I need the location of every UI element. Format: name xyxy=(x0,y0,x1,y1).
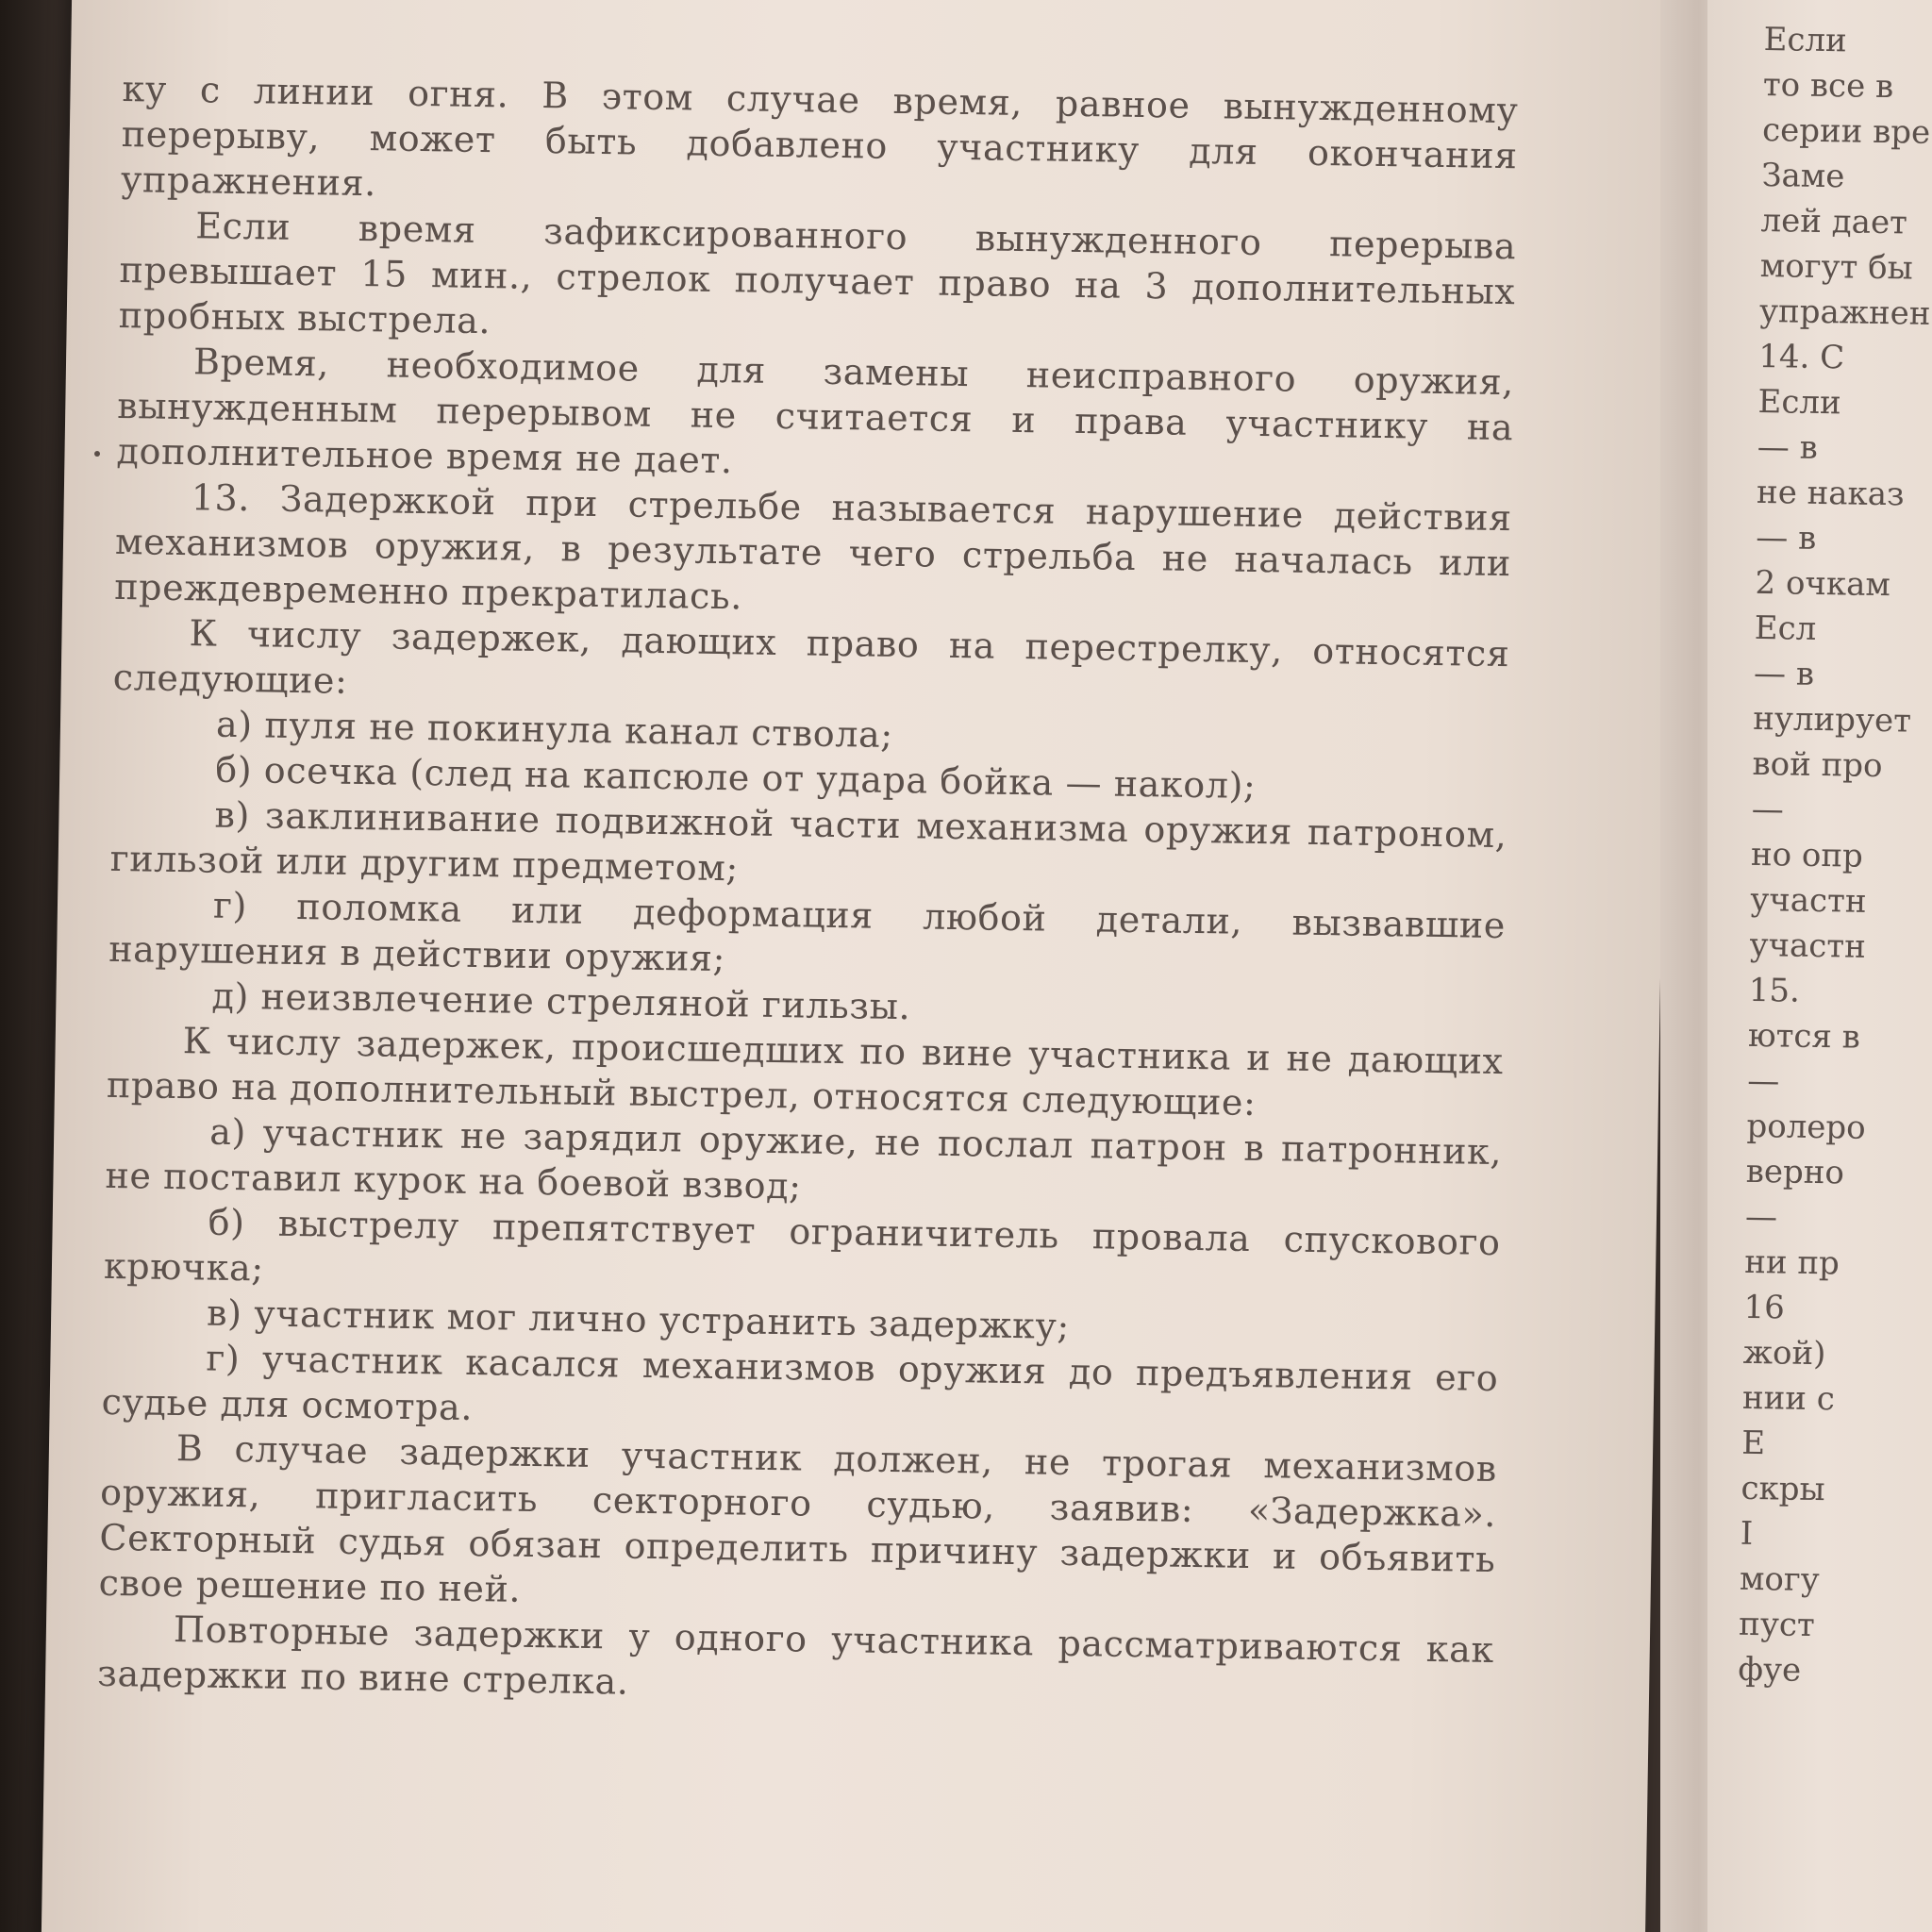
right-page-line: 16 xyxy=(1743,1288,1786,1327)
right-page-line: фуе xyxy=(1738,1650,1802,1690)
right-page-line: 14. С xyxy=(1758,337,1845,377)
right-page-line: упражнен xyxy=(1758,291,1931,333)
right-page-line: — xyxy=(1751,790,1785,829)
paragraph: Время, необходимое для замены неисправного оружия, вынужденным перерывом не считается и права участнику на дополнительное время не дает. xyxy=(116,341,1515,482)
right-page-line: могут бы xyxy=(1759,246,1914,288)
paragraph: К числу задержек, происшедших по вине участника и не дающих право на дополнительный выстрел, относятся следующие: xyxy=(106,1020,1504,1124)
paragraph: б) выстрелу препятствует ограничитель провала спускового крючка; xyxy=(103,1201,1501,1290)
paragraph: г) участник касался механизмов оружия до предъявления его судье для осмотра. xyxy=(101,1337,1499,1429)
paragraph: К числу задержек, дающих право на перестрелку, относятся следующие: xyxy=(112,612,1510,702)
right-page-line: 15. xyxy=(1748,971,1801,1010)
right-page-line: Заме xyxy=(1761,156,1845,196)
right-page-line: но опр xyxy=(1750,835,1864,875)
right-page-line: I xyxy=(1740,1514,1754,1554)
right-page-line: верно xyxy=(1745,1152,1845,1192)
right-page-line: участн xyxy=(1749,925,1867,966)
right-page-line: — в xyxy=(1756,518,1817,558)
paragraph: б) осечка (след на капсюле от удара бойка — накол); xyxy=(214,748,1257,807)
right-page-line: Есл xyxy=(1754,608,1817,648)
right-page-line: 2 очкам xyxy=(1755,563,1891,605)
paragraph: В случае задержки участник должен, не трогая механизмов оружия, пригласить секторного судью, заявив: «Задержка». Секторный судья обязан определить причину задержки и объявить свое решение по ней. xyxy=(98,1427,1498,1610)
right-page-line: — xyxy=(1744,1197,1778,1237)
paragraph: в) заклинивание подвижной части механизма оружия патроном, гильзой или другим предметом; xyxy=(109,793,1507,890)
right-page-line: ролеро xyxy=(1746,1107,1867,1147)
right-page-line: ются в xyxy=(1747,1016,1861,1057)
right-page-line: пуст xyxy=(1738,1605,1816,1645)
paragraph: д) неизвлечение стреляной гильзы. xyxy=(211,974,911,1028)
right-page-line: участн xyxy=(1749,880,1867,921)
right-page-line: скры xyxy=(1740,1469,1825,1509)
right-page-line: жой) xyxy=(1742,1333,1826,1374)
right-page-line: нии с xyxy=(1741,1378,1836,1419)
right-page-line: нулирует xyxy=(1752,699,1912,741)
right-page-line: лей дает xyxy=(1760,201,1908,242)
paragraph: г) поломка или деформация любой детали, вызвавшие нарушения в действии оружия; xyxy=(108,884,1507,980)
right-page-text-fragment xyxy=(1738,17,1932,1695)
right-page-line: Если xyxy=(1763,20,1848,60)
right-page-line: не наказ xyxy=(1756,473,1905,514)
paragraph: а) участник не зарядил оружие, не послал патрон в патронник, не поставил курок на боевой взвод; xyxy=(105,1110,1503,1208)
right-page-line: могу xyxy=(1739,1559,1821,1600)
paragraph: а) пуля не покинула канал ствола; xyxy=(215,703,894,756)
paragraph: 13. Задержкой при стрельбе называется нарушение действия механизмов оружия, в результате чего стрельба не началась или преждевременно прекратилась. xyxy=(113,476,1513,618)
right-page-line: серии вре xyxy=(1761,110,1931,152)
right-page-line: — в xyxy=(1757,427,1819,467)
paragraph: ку с линии огня. В этом случае время, равное вынужденному перерыву, может быть добавлено участнику для окончания упражнения. xyxy=(120,67,1519,205)
ink-speck xyxy=(94,451,100,457)
right-page-line: то все в xyxy=(1762,65,1894,107)
right-page-line: — в xyxy=(1753,654,1815,693)
right-page-line: Е xyxy=(1740,1424,1766,1463)
right-page-line: вой про xyxy=(1752,744,1883,786)
right-page-line: — xyxy=(1746,1061,1780,1101)
left-page-text xyxy=(97,66,1519,1718)
right-page-line: Если xyxy=(1757,382,1842,423)
right-page-line: ни пр xyxy=(1743,1242,1840,1283)
paragraph: Если время зафиксированного вынужденного перерыва превышает 15 мин., стрелок получает право на 3 дополнительных пробных выстрела. xyxy=(118,205,1517,342)
paragraph: Повторные задержки у одного участника рассматриваются как задержки по вине стрелка. xyxy=(96,1608,1495,1703)
paragraph: в) участник мог лично устранить задержку; xyxy=(206,1291,1071,1347)
